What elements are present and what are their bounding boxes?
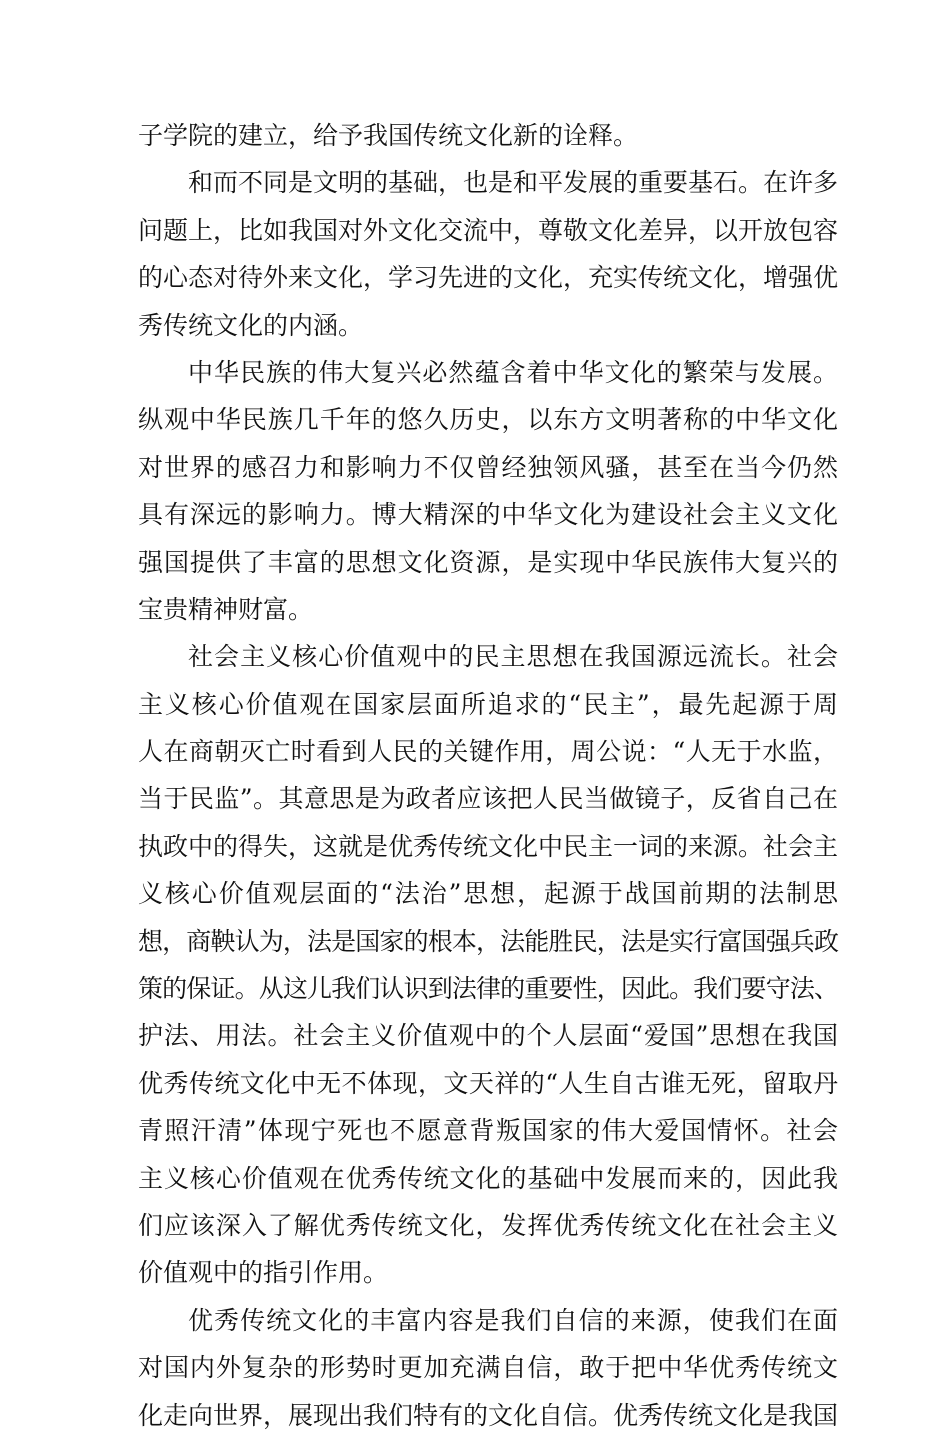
text-line: 义核心价值观层面的“法治”思想，起源于战国前期的法制思 [138,879,838,909]
text-line: 问题上，比如我国对外文化交流中，尊敬文化差异，以开放包容 [138,215,839,245]
text-line: 护法、用法。社会主义价值观中的个人层面“爱国”思想在我国 [138,1021,838,1051]
text-line: 青照汗清”体现宁死也不愿意背叛国家的伟大爱国情怀。社会 [138,1116,838,1146]
text-line: 主义核心价值观在优秀传统文化的基础中发展而来的，因此我 [138,1163,838,1193]
text-line: 主义核心价值观在国家层面所追求的“民主”，最先起源于周 [138,689,838,719]
text-line: 的心态对待外来文化，学习先进的文化，充实传统文化，增强优 [138,263,839,293]
text-line: 策的保证。从这儿我们认识到法律的重要性，因此。我们要守法、 [138,974,838,1004]
text-line: 宝贵精神财富。 [138,594,314,624]
paragraph-first-line: 中华民族的伟大复兴必然蕴含着中华文化的繁荣与发展。 [188,357,838,387]
text-line: 想，商鞅认为，法是国家的根本，法能胜民，法是实行富国强兵政 [138,926,838,956]
text-line: 人在商朝灭亡时看到人民的关键作用，周公说：“人无于水监， [138,737,838,767]
paragraph-first-line: 社会主义核心价值观中的民主思想在我国源远流长。社会 [188,642,838,672]
text-line: 当于民监”。其意思是为政者应该把人民当做镜子，反省自己在 [138,784,838,814]
document-body [138,112,838,1439]
text-line: 对世界的感召力和影响力不仅曾经独领风骚，甚至在当今仍然 [138,452,838,482]
text-line: 对国内外复杂的形势时更加充满自信，敢于把中华优秀传统文 [138,1353,838,1383]
paragraph-first-line: 优秀传统文化的丰富内容是我们自信的来源，使我们在面 [188,1305,838,1335]
text-line: 纵观中华民族几千年的悠久历史，以东方文明著称的中华文化 [138,405,838,435]
text-line: 子学院的建立，给予我国传统文化新的诠释。 [138,121,639,150]
text-line: 秀传统文化的内涵。 [138,310,364,340]
text-line: 们应该深入了解优秀传统文化，发挥优秀传统文化在社会主义 [138,1210,838,1240]
paragraph-first-line: 和而不同是文明的基础，也是和平发展的重要基石。在许多 [188,168,839,198]
text-line: 价值观中的指引作用。 [138,1258,389,1288]
text-line: 化走向世界，展现出我们特有的文化自信。优秀传统文化是我国 [138,1400,839,1430]
text-line: 具有深远的影响力。博大精深的中华文化为建设社会主义文化 [138,500,838,530]
text-line: 执政中的得失，这就是优秀传统文化中民主一词的来源。社会主 [138,831,839,861]
text-line: 优秀传统文化中无不体现，文天祥的“人生自古谁无死，留取丹 [138,1068,838,1098]
text-line: 强国提供了丰富的思想文化资源，是实现中华民族伟大复兴的 [138,547,838,577]
